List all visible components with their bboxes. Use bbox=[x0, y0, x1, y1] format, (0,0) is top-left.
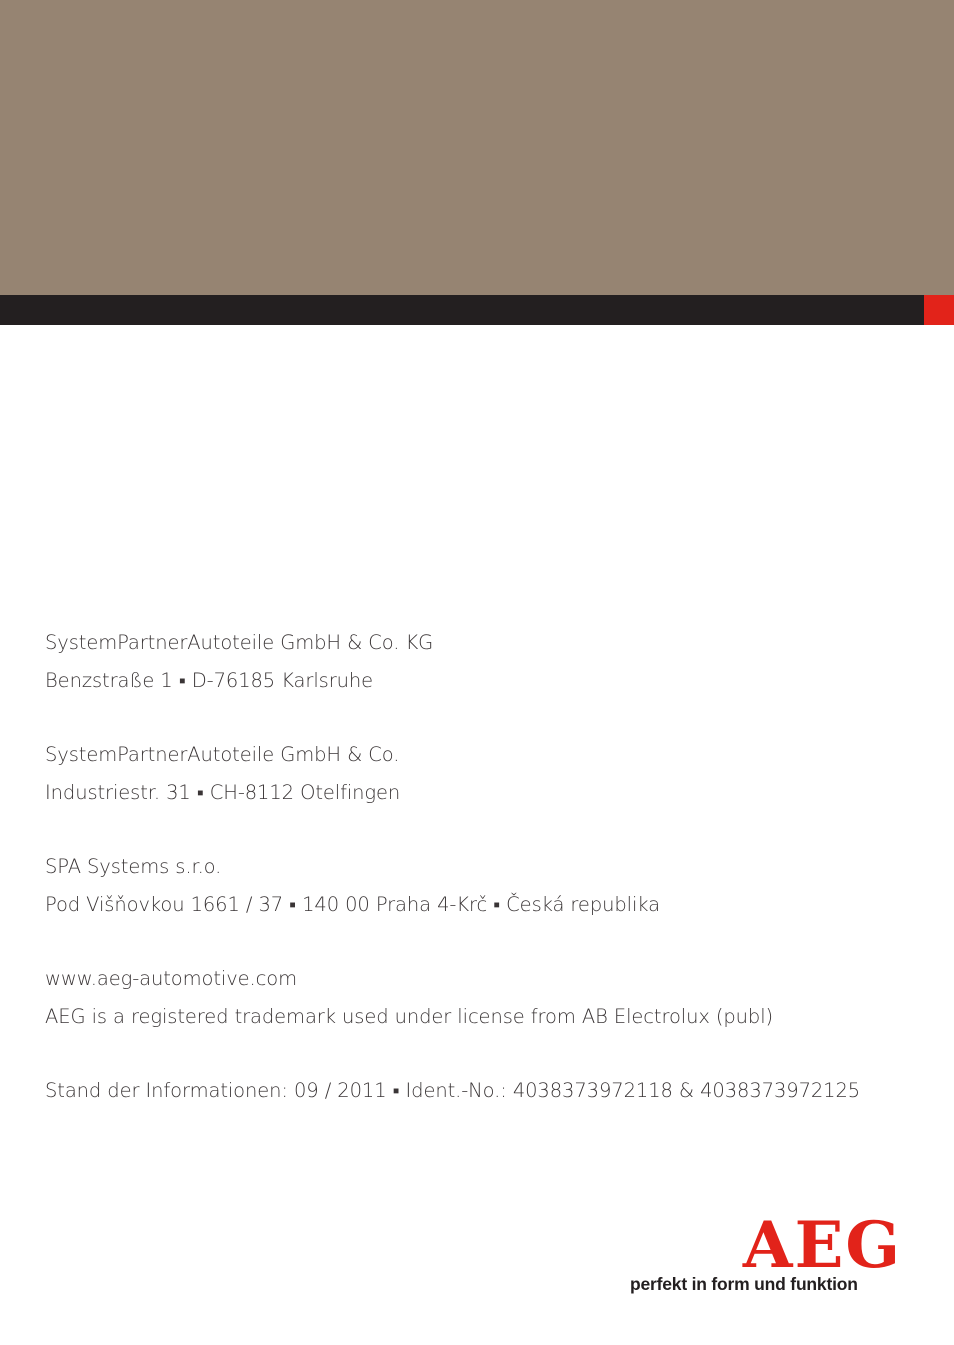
web-and-trademark bbox=[45, 960, 925, 1035]
company-name: SPA Systems s.r.o. bbox=[45, 855, 222, 878]
company-address: Pod Višňovkou 1661 / 37 ▪ 140 00 Praha 4-Krč ▪ Česká republika bbox=[45, 892, 660, 916]
top-color-panel bbox=[0, 0, 954, 295]
address-karlsruhe bbox=[45, 624, 925, 699]
aeg-logo-tagline: perfekt in form und funktion bbox=[630, 1274, 858, 1294]
address-praha bbox=[45, 848, 925, 923]
red-accent-square bbox=[924, 295, 954, 325]
document-info bbox=[45, 1072, 925, 1110]
contact-info-block bbox=[45, 624, 925, 1147]
info-stand-ident: Stand der Informationen: 09 / 2011 ▪ Ident.-No.: 4038373972118 & 4038373972125 bbox=[45, 1079, 861, 1102]
company-address: Industriestr. 31 ▪ CH-8112 Otelfingen bbox=[45, 780, 401, 804]
address-otelfingen bbox=[45, 736, 925, 811]
company-name: SystemPartnerAutoteile GmbH & Co. KG bbox=[45, 631, 434, 654]
dark-header-bar bbox=[0, 295, 924, 325]
aeg-logo-mark: AEG bbox=[742, 1208, 902, 1283]
company-address: Benzstraße 1 ▪ D-76185 Karlsruhe bbox=[45, 668, 374, 692]
company-name: SystemPartnerAutoteile GmbH & Co. bbox=[45, 743, 400, 766]
aeg-logo bbox=[628, 1208, 908, 1302]
trademark-notice: AEG is a registered trademark used under license from AB Electrolux (publ) bbox=[45, 1004, 774, 1028]
website-link[interactable]: www.aeg-automotive.com bbox=[45, 967, 297, 990]
